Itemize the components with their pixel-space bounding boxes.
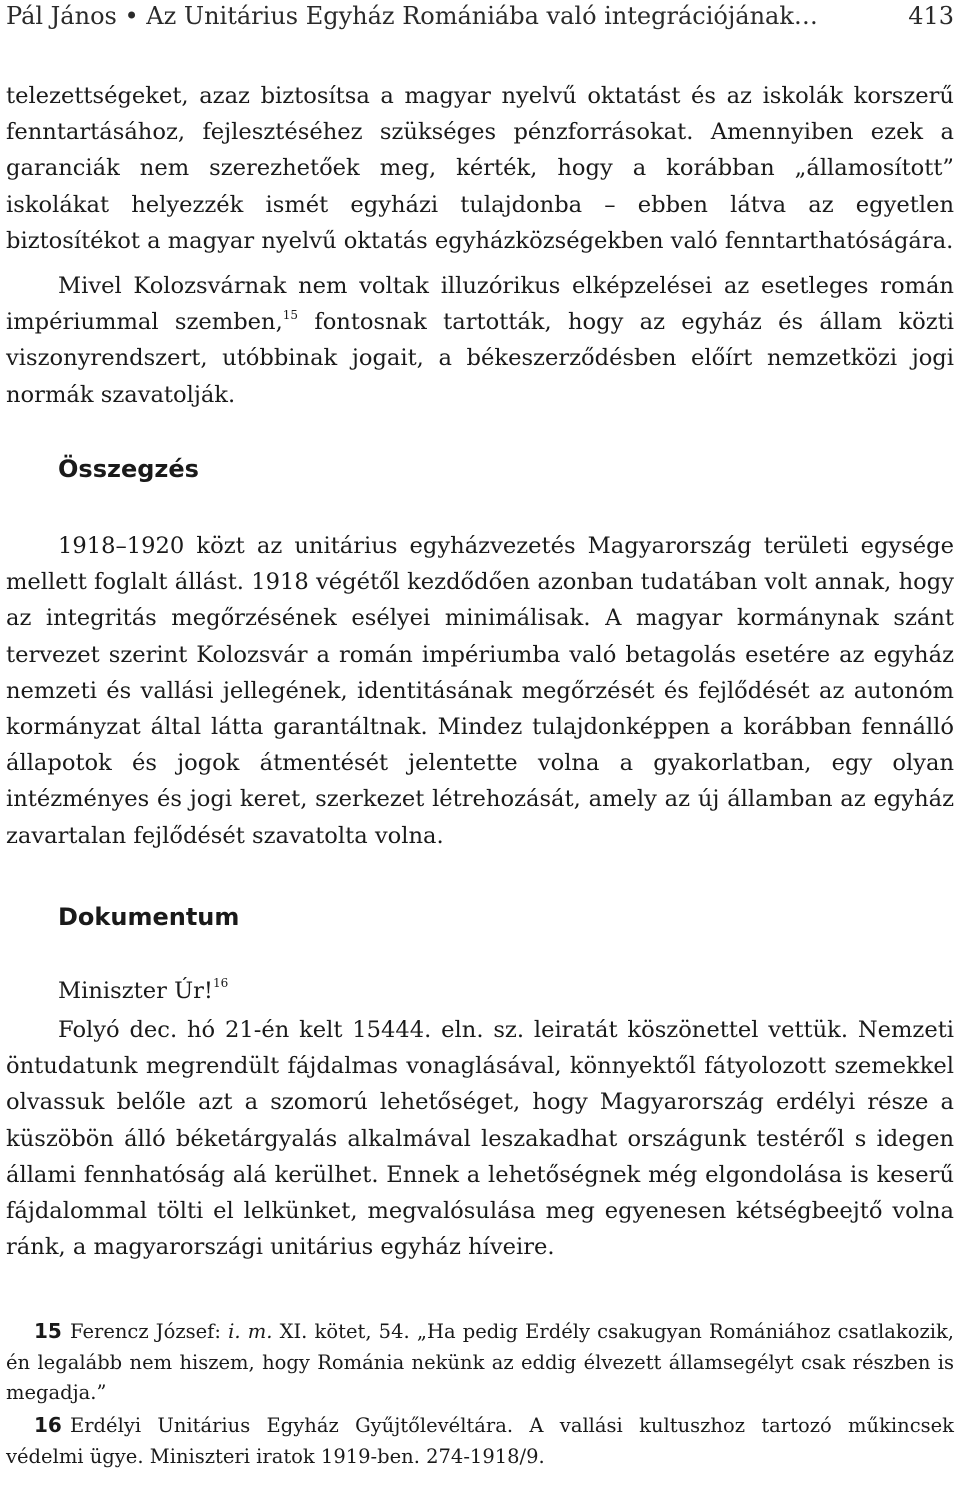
footnote-text-b: XI. kötet, 54. „Ha pedig Erdély csakugyan Romániához csatlakozik, én legalább nem hiszem, hogy Románia nekünk az eddig élvezett államsegélyt csak részben is megadja.”	[6, 1320, 954, 1404]
running-header	[6, 2, 954, 36]
footnote-15	[6, 1316, 954, 1409]
section-heading-summary: Összegzés	[58, 455, 199, 483]
paragraph-2	[6, 268, 954, 413]
footnote-text: Erdélyi Unitárius Egyház Gyűjtőlevéltára. A vallási kultuszhoz tartozó műkincsek védelmi ügye. Miniszteri iratok 1919-ben. 274-1918/9.	[6, 1414, 954, 1468]
section-heading-document: Dokumentum	[58, 903, 240, 931]
paragraph-2-text-a: Mivel Kolozsvárnak nem voltak illuzórikus elképzelései az esetleges román impériummal szemben,	[6, 273, 954, 336]
footnote-16	[6, 1410, 954, 1472]
page-number: 413	[908, 2, 954, 30]
footnote-italic: i. m.	[228, 1320, 273, 1343]
paragraph-1: telezettségeket, azaz biztosítsa a magyar nyelvű oktatást és az iskolák korszerű fenntartásához, fejlesztéséhez szükséges pénzforrásokat. Amennyiben ezek a garanciák nem szerezhetőek meg, kérték, hogy a korábban „államosított” iskolákat helyezzék ismét egyházi tulajdonba – ebben látva az egyetlen biztosítékot a magyar nyelvű oktatás egyházközségekben való fenntarthatóságára.	[6, 83, 954, 254]
footnote-number: 16	[34, 1413, 62, 1437]
paragraph-3: 1918–1920 közt az unitárius egyházvezetés Magyarország területi egysége mellett foglalt állást. 1918 végétől kezdődően azonban tudatában volt annak, hogy az integritás megőrzésének esélyei minimálisak. A magyar kormánynak szánt tervezet szerint Kolozsvár a román impériumba való betagolás esetére az egyház nemzeti és vallási jellegének, identitásának megőrzését és fejlődését az autonóm kormányzat által látta garantáltnak. Mindez tulajdonképpen a korábban fennálló állapotok és jogok átmentését jelentette volna a gyakorlatban, egy olyan intézményes és jogi keret, szerkezet létrehozását, amely az új államban az egyház zavartalan fejlődését szavatolta volna.	[6, 533, 954, 849]
salutation	[58, 978, 228, 1004]
footnote-ref-16[interactable]: 16	[213, 976, 229, 991]
paragraph-4: Folyó dec. hó 21-én kelt 15444. eln. sz. leiratát köszönettel vettük. Nemzeti öntudatunk megrendült fájdalmas vonaglásával, könnyektől fátyolozott szemekkel olvassuk belőle azt a szomorú lehetőséget, hogy Magyarország erdélyi része a küszöbön álló béketárgyalás alkalmával leszakadhat országunk testéről s idegen állami fennhatóság alá kerülhet. Ennek a lehetőségnek még elgondolása is keserű fájdalommal tölti el lelkünket, megvalósulása meg egyenesen kétségbeejtő volna ránk, a magyarországi unitárius egyház híveire.	[6, 1017, 954, 1261]
salutation-text: Miniszter Úr!	[58, 978, 213, 1004]
footnote-number: 15	[34, 1319, 62, 1343]
running-title: Pál János • Az Unitárius Egyház Romániába való integrációjának…	[6, 2, 818, 30]
footnote-text: Ferencz József:	[70, 1320, 229, 1343]
footnote-ref-15[interactable]: 15	[282, 307, 299, 322]
paragraph-2-text-b: fontosnak tartották, hogy az egyház és állam közti viszonyrendszert, utóbbinak jogait, a békeszerződésben előírt nemzetközi jogi normák szavatolják.	[6, 309, 954, 408]
